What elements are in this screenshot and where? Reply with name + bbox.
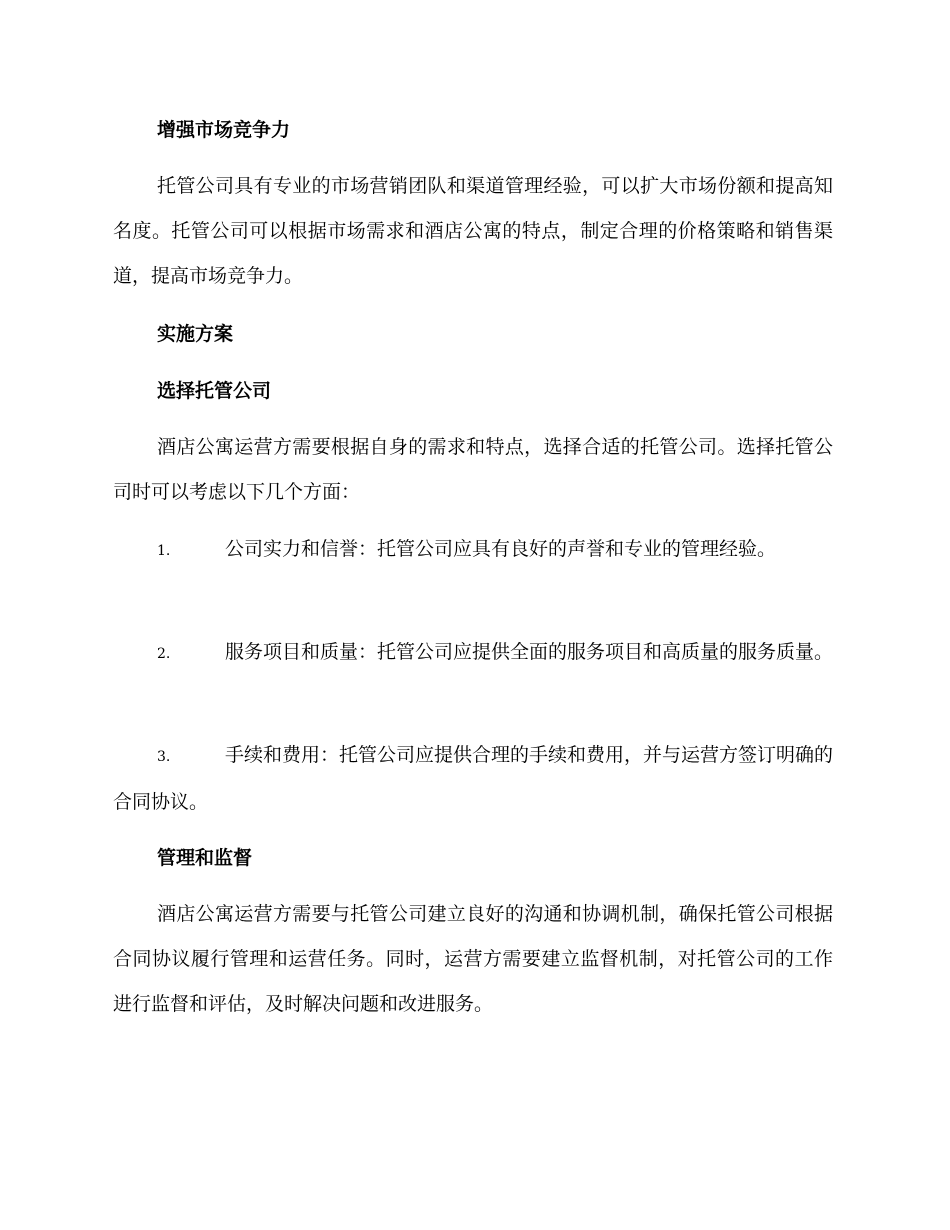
section-heading-select-company: 选择托管公司 [157, 380, 272, 402]
list-item-text: 手续和费用：托管公司应提供合理的手续和费用，并与运营方签订明确的合同协议。 [113, 744, 834, 813]
list-item-number: 1. [157, 543, 171, 559]
list-item-number: 3. [157, 749, 171, 765]
section-heading-implementation-plan: 实施方案 [157, 323, 234, 345]
list-item [113, 527, 833, 574]
section-heading-market-competitiveness: 增强市场竞争力 [157, 119, 291, 141]
list-item [113, 630, 833, 677]
list-item-text: 服务项目和质量：托管公司应提供全面的服务项目和高质量的服务质量。 [225, 641, 834, 663]
list-item-number: 2. [157, 646, 171, 662]
list-item-text: 公司实力和信誉：托管公司应具有良好的声誉和专业的管理经验。 [225, 538, 777, 560]
paragraph-select-company: 酒店公寓运营方需要根据自身的需求和特点，选择合适的托管公司。选择托管公司时可以考虑以下几个方面： [113, 436, 833, 503]
list-item [113, 733, 833, 825]
paragraph-management-supervision: 酒店公寓运营方需要与托管公司建立良好的沟通和协调机制，确保托管公司根据合同协议履行管理和运营任务。同时，运营方需要建立监督机制，对托管公司的工作进行监督和评估，及时解决问题和改进服务。 [113, 903, 833, 1015]
section-heading-management-supervision: 管理和监督 [157, 847, 253, 869]
paragraph-market-competitiveness: 托管公司具有专业的市场营销团队和渠道管理经验，可以扩大市场份额和提高知名度。托管公司可以根据市场需求和酒店公寓的特点，制定合理的价格策略和销售渠道，提高市场竞争力。 [113, 175, 833, 287]
